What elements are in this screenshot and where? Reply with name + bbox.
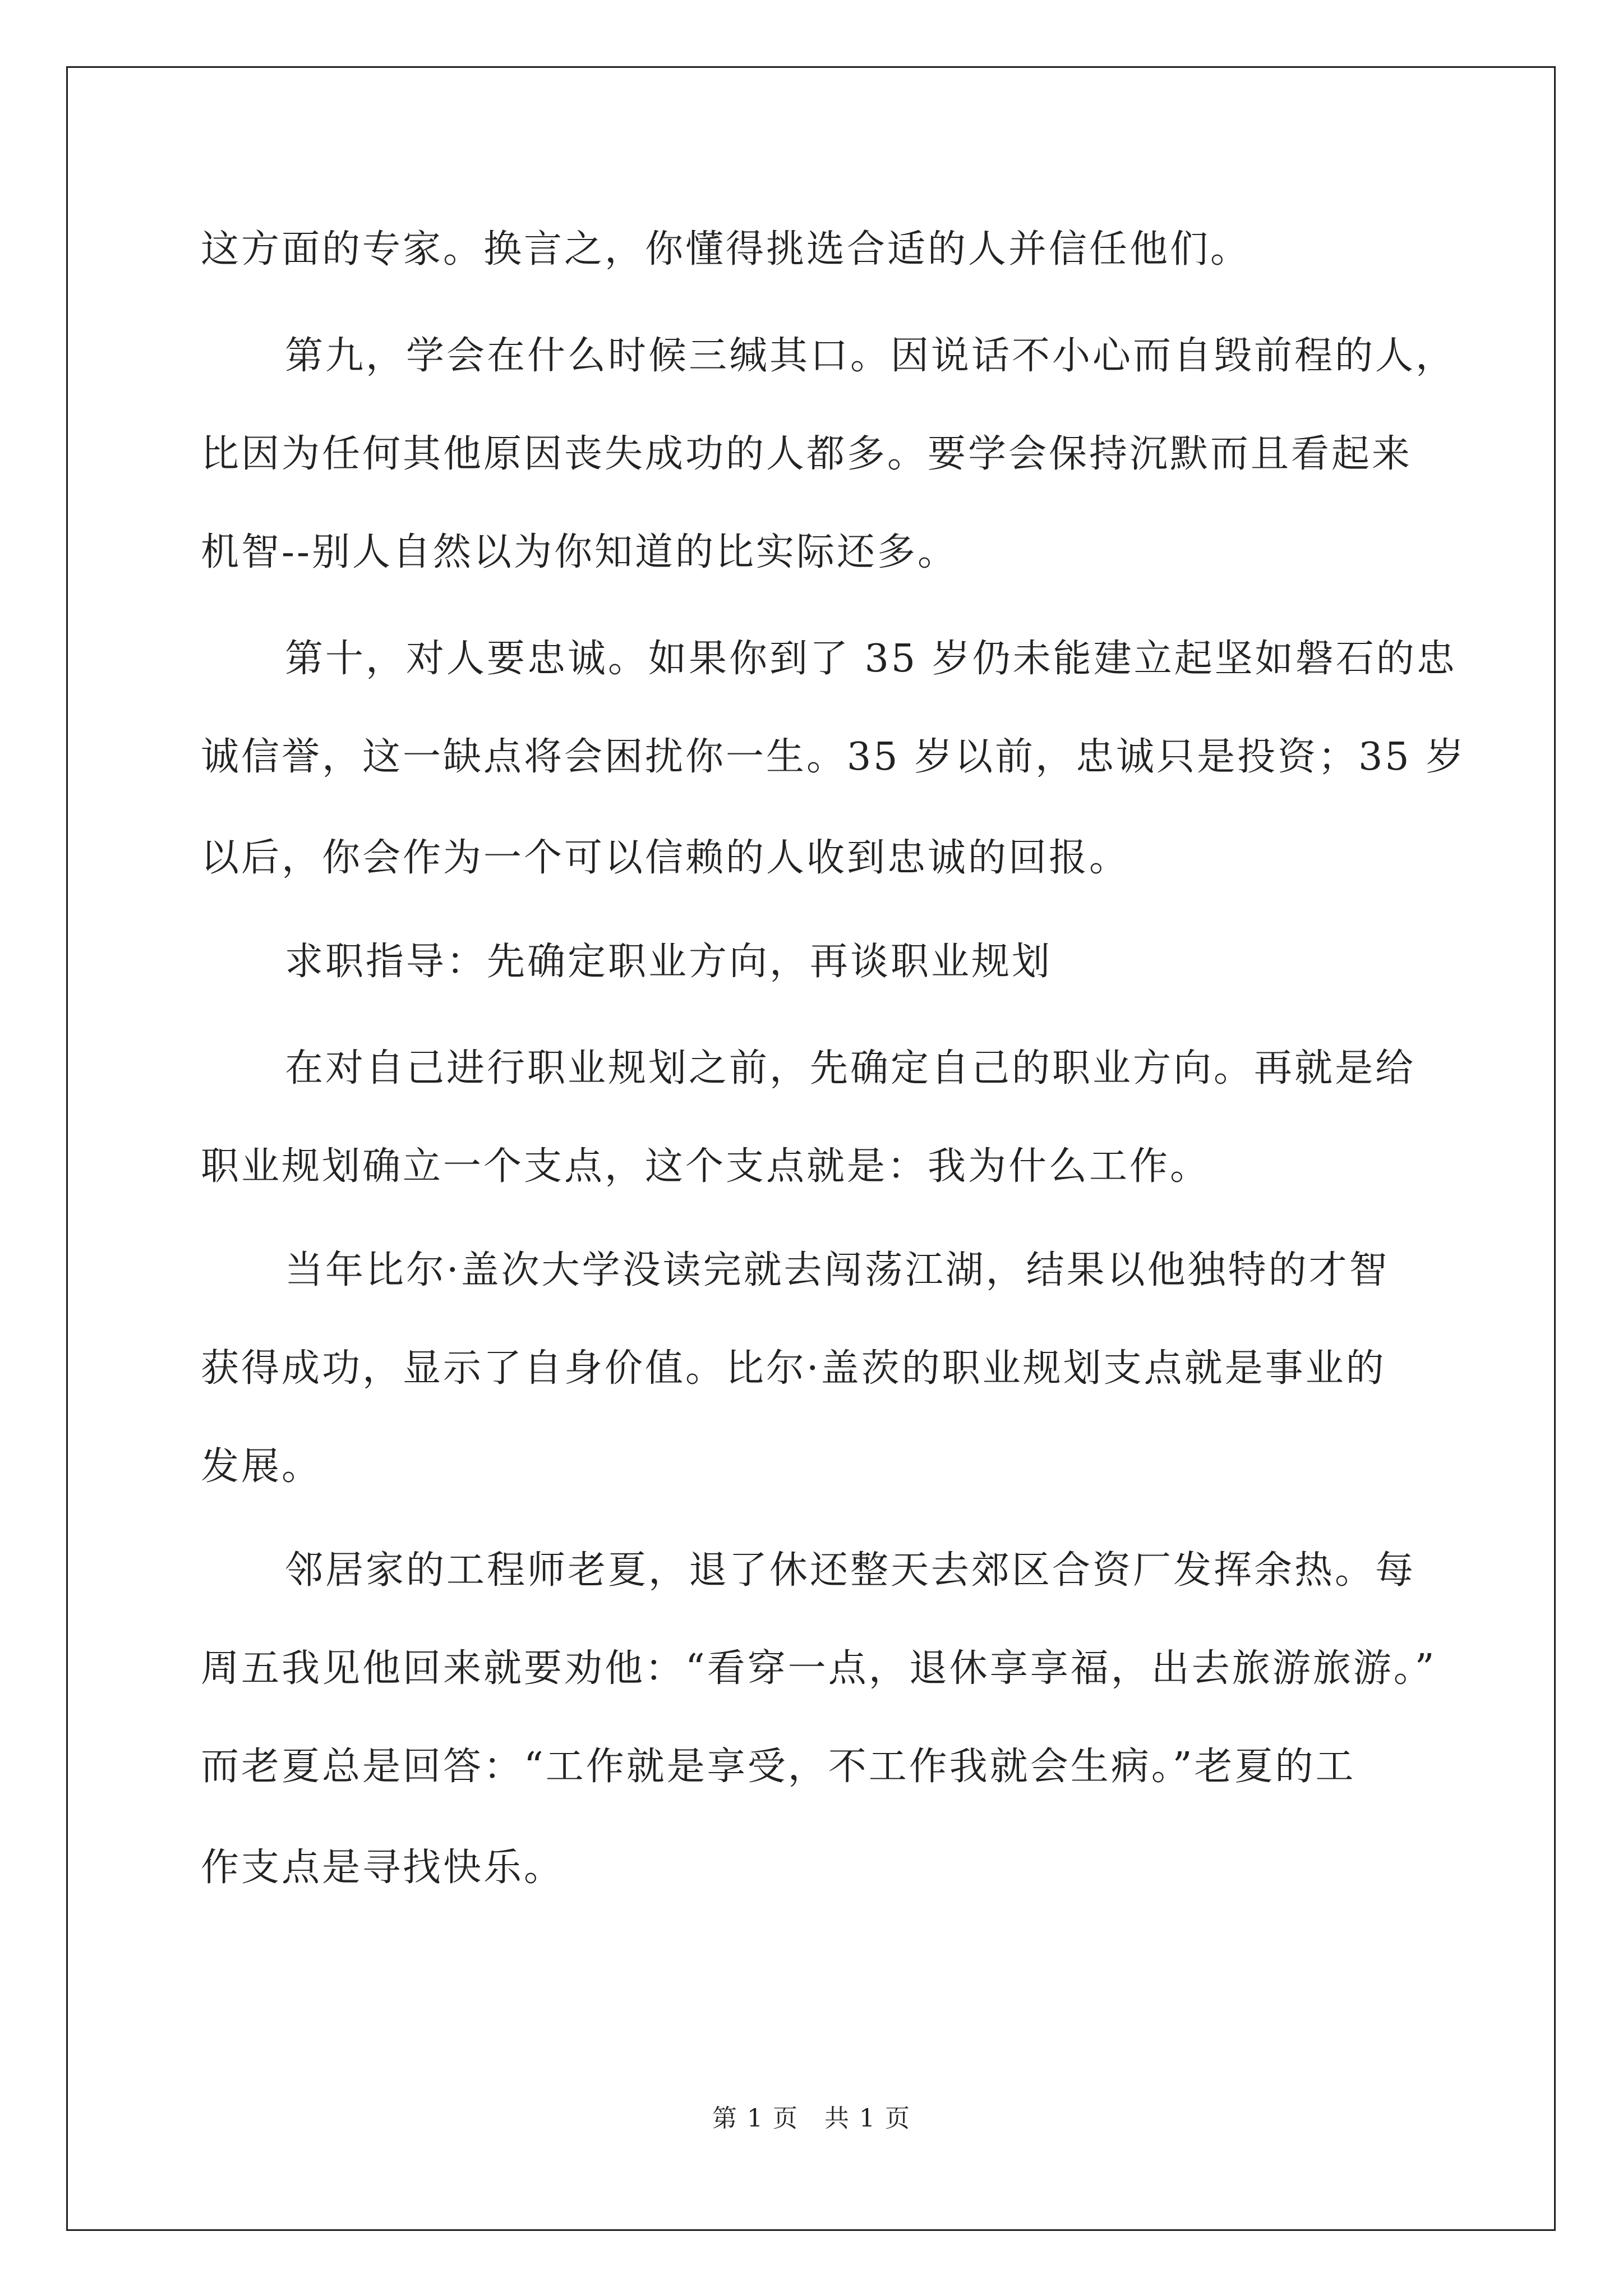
text-line-15: 周五我见他回来就要劝他：“看穿一点，退休享享福，出去旅游旅游。” <box>201 1646 1437 1691</box>
text-line-2: 第九，学会在什么时候三缄其口。因说话不小心而自毁前程的人， <box>285 334 1456 378</box>
text-line-3: 比因为任何其他原因丧失成功的人都多。要学会保持沉默而且看起来 <box>201 432 1413 476</box>
text-line-17: 作支点是寻找快乐。 <box>201 1846 565 1890</box>
text-line-11: 当年比尔·盖次大学没读完就去闯荡江湖，结果以他独特的才智 <box>285 1248 1390 1292</box>
text-line-1: 这方面的专家。换言之，你懂得挑选合适的人并信任他们。 <box>201 227 1251 272</box>
text-line-6: 诚信誉，这一缺点将会困扰你一生。35 岁以前，忠诚只是投资；35 岁 <box>201 735 1467 779</box>
text-line-14: 邻居家的工程师老夏，退了休还整天去郊区合资厂发挥余热。每 <box>285 1548 1416 1593</box>
text-line-13: 发展。 <box>201 1444 322 1489</box>
text-line-10: 职业规划确立一个支点，这个支点就是：我为什么工作。 <box>201 1144 1211 1189</box>
text-line-5: 第十，对人要忠诚。如果你到了 35 岁仍未能建立起坚如磐石的忠 <box>285 637 1457 681</box>
text-line-4: 机智--别人自然以为你知道的比实际还多。 <box>201 530 958 574</box>
text-line-16: 而老夏总是回答：“工作就是享受，不工作我就会生病。”老夏的工 <box>201 1745 1356 1789</box>
text-line-8: 求职指导：先确定职业方向，再谈职业规划 <box>285 940 1053 984</box>
page-footer: 第 1 页 共 1 页 <box>712 2104 911 2133</box>
text-line-12: 获得成功，显示了自身价值。比尔·盖茨的职业规划支点就是事业的 <box>201 1346 1386 1391</box>
text-line-7: 以后，你会作为一个可以信赖的人收到忠诚的回报。 <box>201 836 1130 880</box>
text-line-9: 在对自己进行职业规划之前，先确定自己的职业方向。再就是给 <box>285 1046 1416 1091</box>
